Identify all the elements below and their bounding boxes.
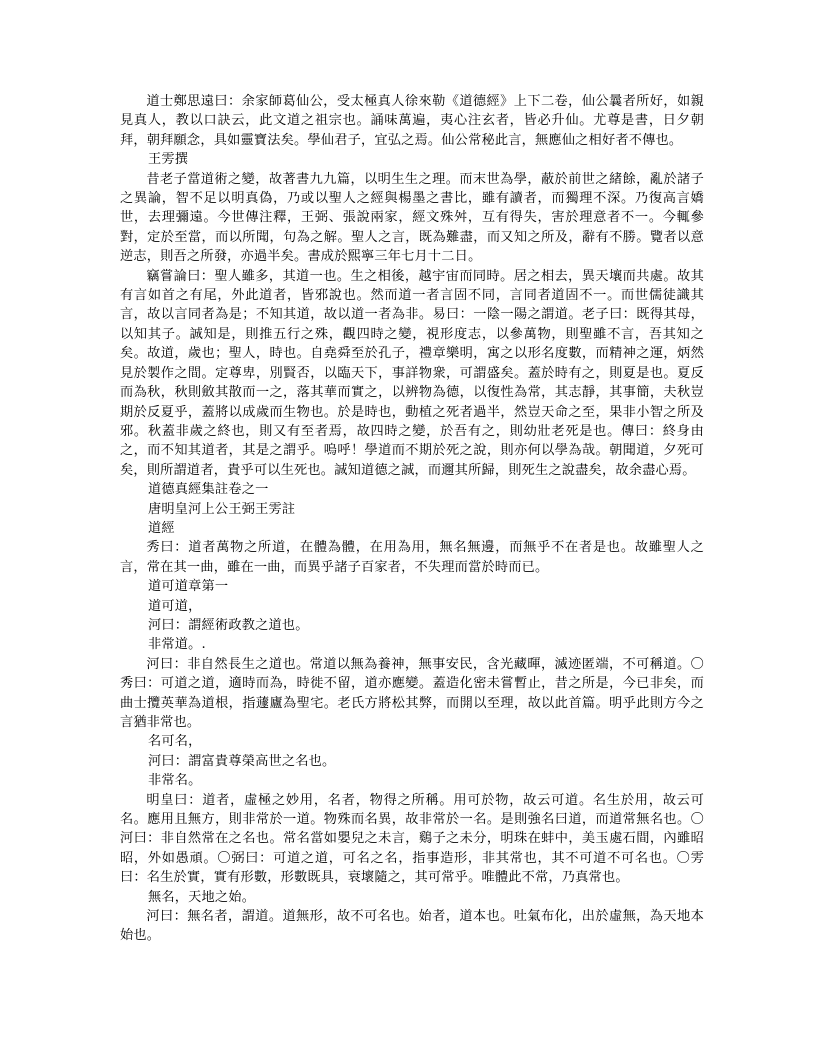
chapter-title: 道可道章第一 [148,579,229,595]
scripture-line: 非常道。. [148,637,206,653]
scripture-line: 無名，天地之始。 [148,889,256,905]
scripture-line: 名可名， [148,734,202,750]
author-line-wang-pang: 王雱撰 [148,152,189,168]
scripture-line: 道可道， [148,598,202,614]
commentary-paragraph: 秀曰：道者萬物之所道，在體為體，在用為用，無名無邊，而無乎不在者是也。故雖聖人之言，常在其一曲，雖在一曲，而異乎諸子百家者，不失理而當於時而已。 [120,540,704,575]
essay-paragraph: 竊嘗論曰：聖人雖多，其道一也。生之相後，越宇宙而同時。居之相去，異天壤而共處。故其有言如首之有尾，外此道者，皆邪說也。然而道一者言固不同，言同者道固不一。而世儒徒識其言，故以言同者為是；不知其道，故以道一者為非。易曰：一陰一陽之謂道。老子曰：既得其母，以知其子。誠知是，則推五行之殊，觀四時之變，視形度志，以參萬物，則聖雖不言，吾其知之矣。故道，歲也；聖人，時也。自堯舜至於孔子，禮章樂明，寓之以形名度數，而精神之運，炳然見於製作之間。定尊卑，別賢否，以臨天下，事詳物衆，可謂盛矣。蓋於時有之，則夏是也。夏反而為秋，秋則斂其散而一之，落其華而實之，以辨物為德，以復性為常，其志靜，其事簡，夫秋豈期於反夏乎，蓋將以成歲而生物也。於是時也，動植之死者過半，然豈天命之至，果非小智之所及邪。秋蓋非歲之終也，則又有至者焉，故四時之變，於吾有之，則幼壯老死是也。傳曰：終身由之，而不知其道者，其是之謂乎。嗚呼！學道而不期於死之說，則亦何以學為哉。朝聞道，夕死可矣，則所謂道者，貴乎可以生死也。誠知道德之誠，而邇其所歸，則死生之說盡矣，故余盡心焉。 [120,268,704,478]
scripture-line: 非常名。 [148,773,202,789]
commentary-line: 河曰：謂富貴尊榮高世之名也。 [148,753,336,769]
commentary-line: 河曰：謂經術政教之道也。 [148,617,309,633]
preface-wang-pang: 昔老子當道術之變，故著書九九篇，以明生生之理。而末世為學，蔽於前世之緒餘，亂於諸子之異論，智不足以明真偽，乃或以聖人之經與楊墨之書比，雖有讀者，而獨理不深。乃復高言嬌世，去理彌遠。今世傳注釋，王弼、張說兩家，經文殊舛，互有得失，害於理意者不一。今輒參對，定於至當，而以所聞，句為之解。聖人之言，既為難盡，而又知之所及，辭有不勝。覽者以意逆志，則吾之所發，亦過半矣。書成於熙寧三年七月十二日。 [120,171,704,265]
commentary-paragraph: 河曰：無名者，謂道。道無形，故不可名也。始者，道本也。吐氣布化，出於虛無，為天地本始也。 [120,909,704,944]
preface-zheng-siyuan: 道士鄭思遠曰：余家師葛仙公，受太極真人徐來勒《道德經》上下二卷，仙公曩者所好，如親見真人，教以口訣云，此文道之祖宗也。誦味萬遍，夷心注玄者，皆必升仙。尤尊是書，日夕朝拜，朝拜願念，具如靈寶法矣。學仙君子，宜弘之焉。仙公常秘此言，無應仙之相好者不傳也。 [120,94,704,148]
commentary-paragraph: 河曰：非自然長生之道也。常道以無為養神，無事安民，含光藏暉，滅迹匿端，不可稱道。〇秀曰：可道之道，適時而為，時徙不留，道亦應變。蓋造化密未嘗暫止，昔之所是，今已非矣，而曲士攬英華為道根，指蘧廬為聖宅。老氏方將松其弊，而開以至理，故以此首篇。明乎此則方今之言猶非常也。 [120,656,704,730]
commentators-line: 唐明皇河上公王弼王雱註 [148,501,296,517]
volume-title: 道德真經集註卷之一 [148,482,269,498]
commentary-paragraph: 明皇曰：道者，虛極之妙用，名者，物得之所稱。用可於物，故云可道。名生於用，故云可名。應用且無方，則非常於一道。物殊而名異，故非常於一名。是則強名曰道，而道常無名也。〇河曰：非自然常在之名也。常名當如嬰兒之未言，鷄子之未分，明珠在蚌中，美玉處石間，內雖昭昭，外如愚頑。〇弼曰：可道之道，可名之名，指事造形，非其常也，其不可道不可名也。〇雱曰：名生於實，實有形數，形數既具，衰壞隨之，其可常乎。唯體此不常，乃真常也。 [120,792,704,886]
section-title: 道經 [148,520,175,536]
text-body [120,92,704,946]
